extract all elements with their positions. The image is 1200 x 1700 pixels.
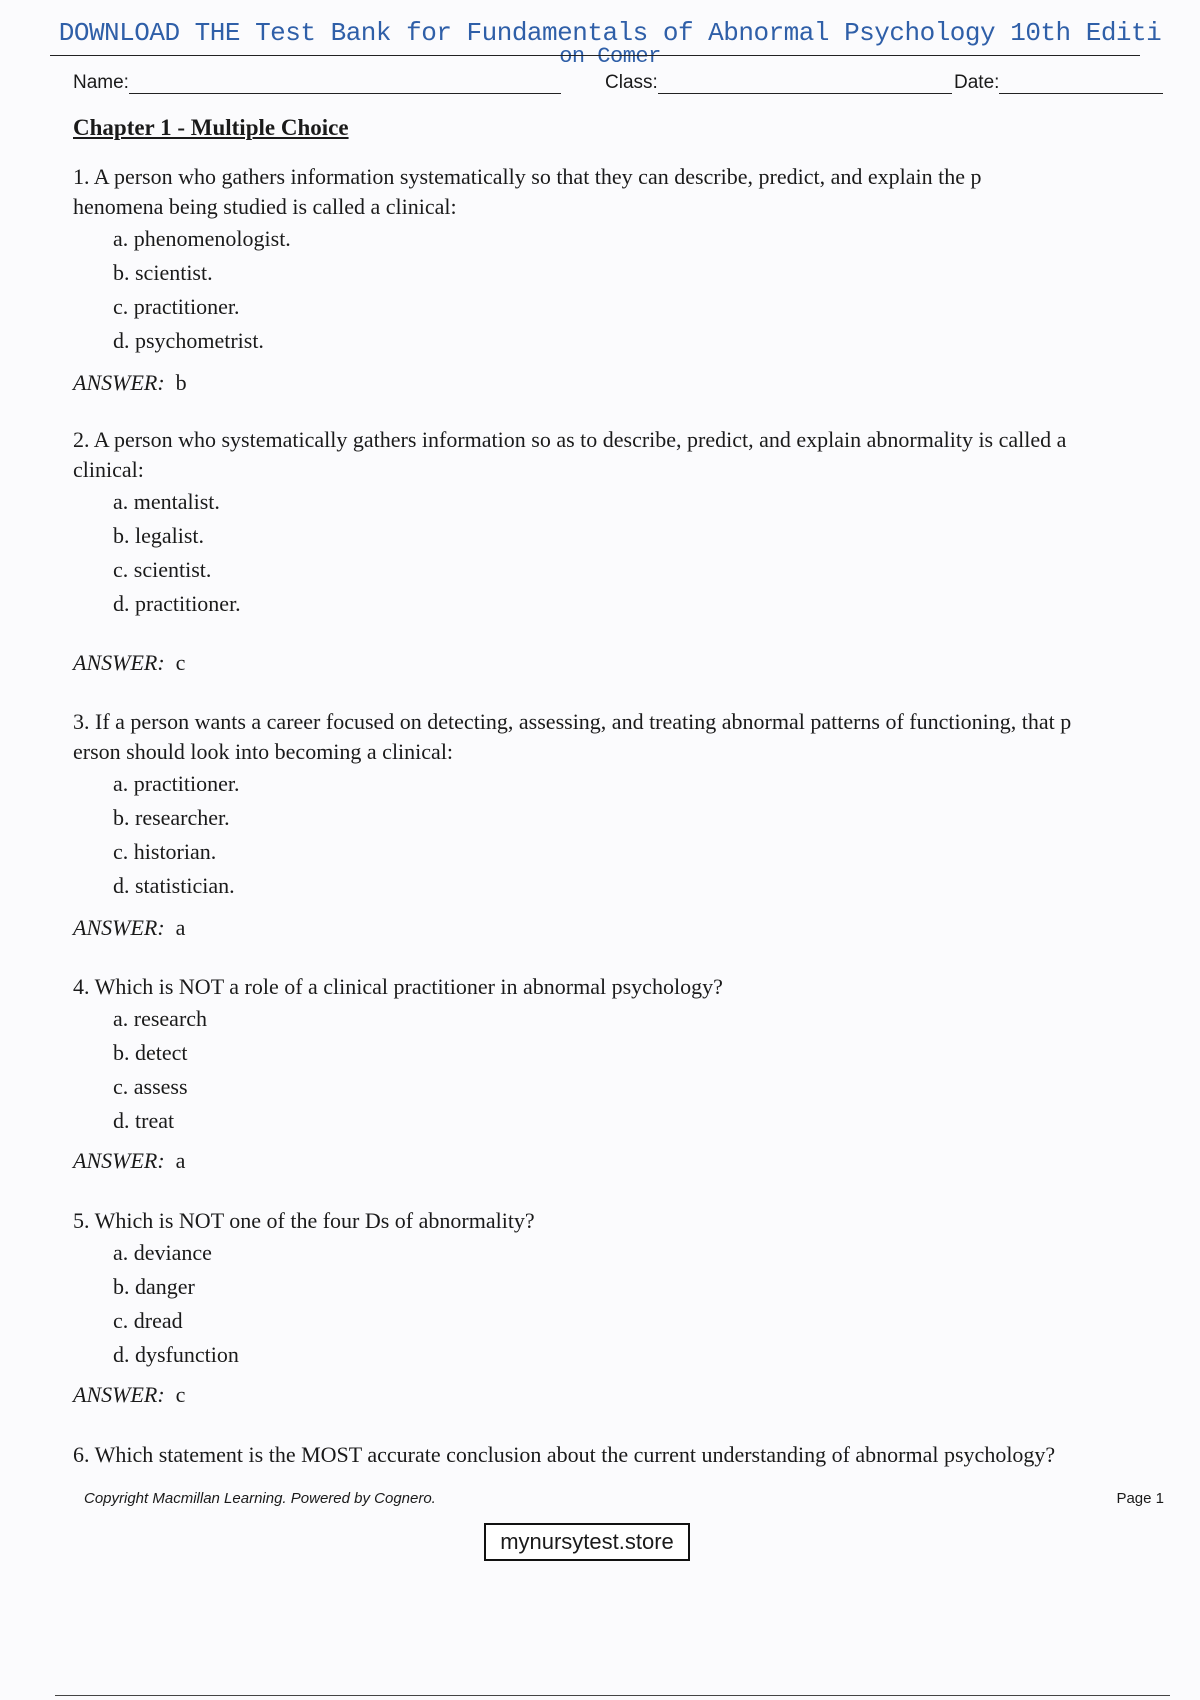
option-d: d. dysfunction xyxy=(113,1342,239,1367)
answer-5 xyxy=(73,1382,185,1408)
banner-divider xyxy=(50,55,1140,56)
question-stem: 4. Which is NOT a role of a clinical practitioner in abnormal psychology? xyxy=(73,974,723,999)
copyright-text: Copyright Macmillan Learning. Powered by Cognero. xyxy=(84,1490,436,1507)
option-a: a. practitioner. xyxy=(113,771,240,796)
question-1 xyxy=(73,162,1163,358)
answer-value: b xyxy=(175,370,187,395)
option-c: c. practitioner. xyxy=(113,294,240,319)
question-stem: 5. Which is NOT one of the four Ds of abnormality? xyxy=(73,1208,535,1233)
option-b: b. legalist. xyxy=(113,523,205,548)
option-d: d. psychometrist. xyxy=(113,328,264,353)
question-6 xyxy=(73,1440,1163,1470)
name-blank xyxy=(129,73,561,94)
answer-value: a xyxy=(175,1148,186,1173)
date-field xyxy=(954,72,1163,94)
option-b: b. detect xyxy=(113,1040,188,1065)
class-blank xyxy=(658,73,952,94)
answer-label: ANSWER: xyxy=(73,1382,165,1407)
answer-value: c xyxy=(175,650,186,675)
bottom-divider xyxy=(55,1695,1170,1696)
question-4 xyxy=(73,972,1163,1138)
banner-line-1: DOWNLOAD THE Test Bank for Fundamentals of Abnormal Psychology 10th Editi xyxy=(58,18,1162,48)
question-stem: 3. If a person wants a career focused on detecting, assessing, and treating abnormal patterns of functioning, that p erson should look into becoming a clinical: xyxy=(73,709,1072,764)
date-blank xyxy=(999,73,1163,94)
download-banner xyxy=(50,18,1170,69)
answer-label: ANSWER: xyxy=(73,650,165,675)
question-stem: 2. A person who systematically gathers information so as to describe, predict, and explain abnormality is called a clinical: xyxy=(73,427,1067,482)
option-c: c. dread xyxy=(113,1308,183,1333)
option-c: c. assess xyxy=(113,1074,188,1099)
answer-label: ANSWER: xyxy=(73,915,165,940)
option-b: b. scientist. xyxy=(113,260,213,285)
banner-line-2: on Comer xyxy=(559,44,661,69)
answer-label: ANSWER: xyxy=(73,370,165,395)
answer-3 xyxy=(73,915,185,941)
question-stem: 6. Which statement is the MOST accurate conclusion about the current understanding of abnormal psychology? xyxy=(73,1442,1056,1467)
option-d: d. statistician. xyxy=(113,873,235,898)
chapter-title: Chapter 1 - Multiple Choice xyxy=(73,115,349,140)
option-a: a. phenomenologist. xyxy=(113,226,291,251)
option-a: a. deviance xyxy=(113,1240,212,1265)
answer-1 xyxy=(73,370,187,396)
question-stem: 1. A person who gathers information systematically so that they can describe, predict, and explain the p henomena being studied is called a clinical: xyxy=(73,164,982,219)
answer-4 xyxy=(73,1148,185,1174)
question-3 xyxy=(73,707,1163,903)
name-field xyxy=(73,72,561,94)
answer-value: c xyxy=(175,1382,186,1407)
question-5 xyxy=(73,1206,1163,1372)
answer-value: a xyxy=(175,915,186,940)
option-c: c. historian. xyxy=(113,839,217,864)
option-d: d. treat xyxy=(113,1108,175,1133)
page-number: Page 1 xyxy=(1116,1490,1164,1507)
option-d: d. practitioner. xyxy=(113,591,241,616)
class-field xyxy=(605,72,952,94)
answer-label: ANSWER: xyxy=(73,1148,165,1173)
option-b: b. researcher. xyxy=(113,805,230,830)
option-c: c. scientist. xyxy=(113,557,212,582)
date-label: Date: xyxy=(954,72,1000,93)
name-label: Name: xyxy=(73,72,129,93)
store-link-box[interactable]: mynursytest.store xyxy=(484,1523,690,1561)
option-b: b. danger xyxy=(113,1274,195,1299)
header-fields xyxy=(73,72,1168,96)
option-a: a. research xyxy=(113,1006,208,1031)
option-a: a. mentalist. xyxy=(113,489,220,514)
answer-2 xyxy=(73,650,185,676)
class-label: Class: xyxy=(605,72,658,93)
question-2 xyxy=(73,425,1163,621)
